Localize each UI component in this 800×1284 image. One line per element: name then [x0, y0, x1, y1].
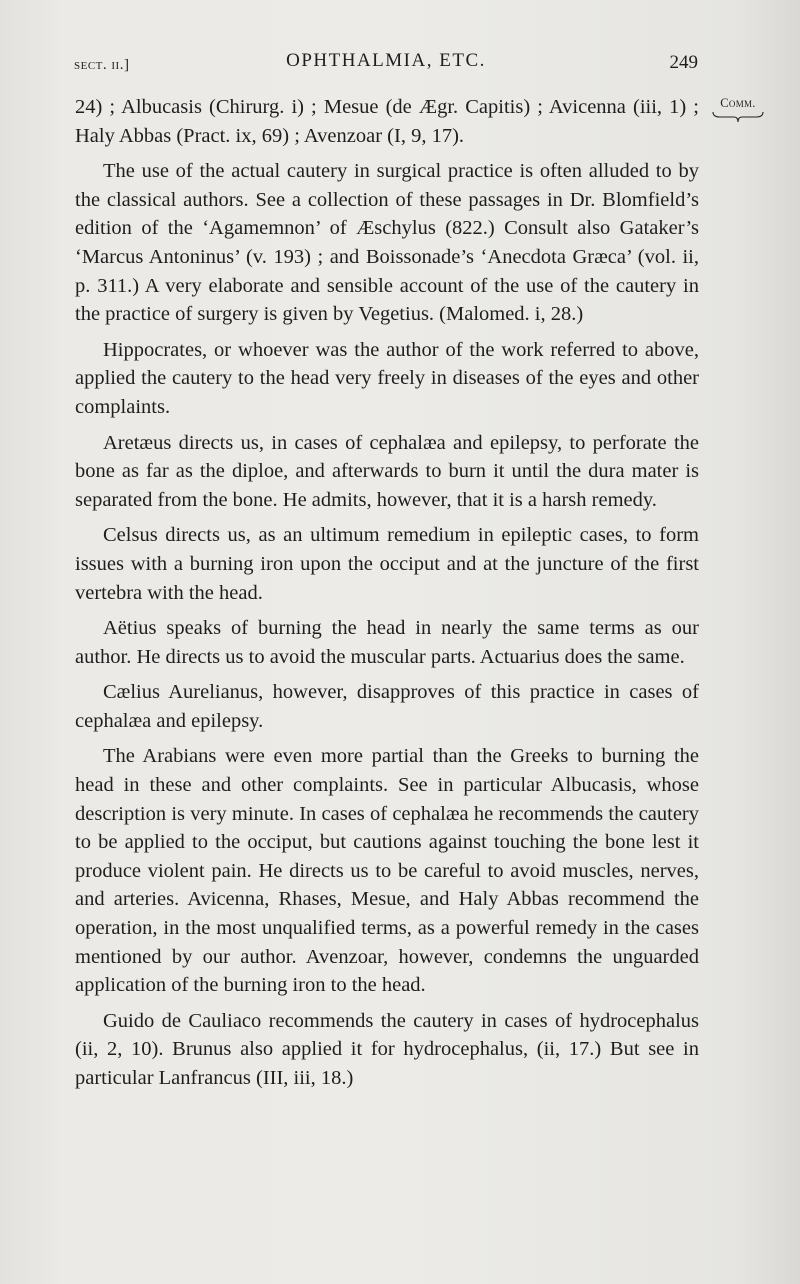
paragraph-caelius: Cælius Aurelianus, however, disapproves of this practice in cases of cephalæa and epilepsy.: [75, 681, 699, 732]
paragraph-aretaeus: Aretæus directs us, in cases of cephalæa and epilepsy, to perforate the bone as far as the diploe, and afterwards to burn it until the dura mater is separated from the bone. He admits, however, that it is a harsh remedy.: [75, 431, 699, 511]
paragraph-arabians: The Arabians were even more partial than the Greeks to burning the head in these and other complaints. See in particular Albucasis, whose description is very minute. In cases of cephalæa he recommends the cautery to be applied to the occiput, but cautions against touching the bone lest it produce violent pain. He directs us to be careful to avoid muscles, nerves, and arteries. Avicenna, Rhases, Mesue, and Haly Abbas recommend the operation, in the most unqualified terms, as a powerful remedy in the cases mentioned by our author. Avenzoar, however, condemns the unguarded application of the burning iron to the head.: [75, 745, 699, 997]
margin-note: [708, 96, 768, 123]
paragraph-guido: Guido de Cauliaco recommends the cautery in cases of hydrocephalus (ii, 2, 10). Brunus also applied it for hydrocephalus, (ii, 17.) But see in particular Lanfrancus (III, iii, 18.): [75, 1009, 699, 1089]
brace-icon: [712, 111, 764, 123]
page-number: 249: [669, 52, 698, 73]
running-header: [74, 50, 698, 76]
paragraph-cautery-classical: The use of the actual cautery in surgical practice is often alluded to by the classical authors. See a collection of these passages in Dr. Blomfield’s edition of the ‘Agamemnon’ of Æschylus (822.) Consult also Gataker’s ‘Marcus Antoninus’ (v. 193) ; and Boissonade’s ‘Anecdota Græca’ (vol. ii, p. 311.) A very elaborate and sensible account of the use of the cautery in the practice of surgery is given by Vegetius. (Malomed. i, 28.): [75, 160, 699, 326]
paragraph-hippocrates: Hippocrates, or whoever was the author of the work referred to above, applied the cautery to the head very freely in diseases of the eyes and other complaints.: [75, 338, 699, 418]
paragraph-aetius: Aëtius speaks of burning the head in nearly the same terms as our author. He directs us to avoid the muscular parts. Actuarius does the same.: [75, 617, 699, 668]
margin-note-label: Comm.: [720, 96, 756, 110]
paragraph-celsus: Celsus directs us, as an ultimum remedium in epileptic cases, to form issues with a burning iron upon the occiput and at the juncture of the first vertebra with the head.: [75, 524, 699, 604]
section-marker: sect. ii.]: [74, 57, 130, 73]
paragraph-continuation: 24) ; Albucasis (Chirurg. i) ; Mesue (de Ægr. Capitis) ; Avicenna (iii, 1) ; Haly Abbas (Pract. ix, 69) ; Avenzoar (I, 9, 17).: [75, 96, 699, 147]
running-title: OPHTHALMIA, ETC.: [286, 50, 486, 71]
main-text: [75, 93, 699, 1100]
